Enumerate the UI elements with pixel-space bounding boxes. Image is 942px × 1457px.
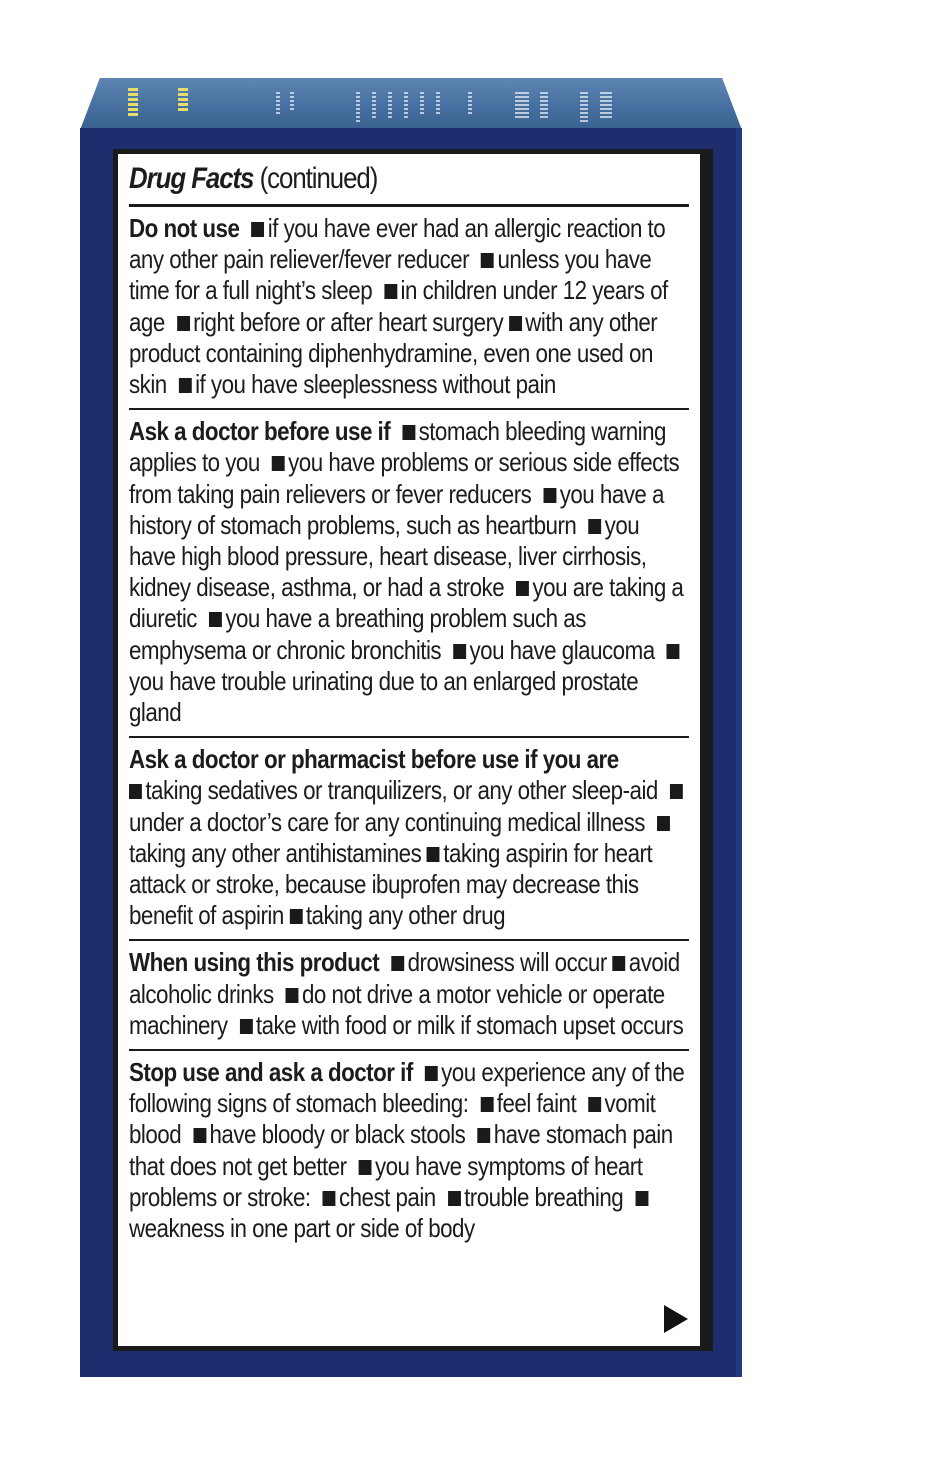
section-item: taking aspirin for heart attack or stroke, because ibuprofen may decrease this benefit of aspirin: [129, 837, 653, 931]
bullet-square-icon: [179, 378, 192, 393]
section-item: you have a breathing problem such as emphysema or chronic bronchitis: [129, 603, 586, 665]
section-item: take with food or milk if stomach upset occurs: [255, 1009, 684, 1040]
bullet-square-icon: [384, 284, 397, 299]
section-item: you have trouble urinating due to an enlarged prostate gland: [129, 665, 639, 728]
section-divider: [129, 1049, 689, 1051]
bullet-square-icon: [427, 847, 440, 862]
section-heading: Stop use and ask a doctor if: [129, 1057, 413, 1088]
bullet-square-icon: [323, 1191, 336, 1206]
bullet-square-icon: [391, 956, 404, 971]
section-item: vomit blood: [129, 1088, 656, 1150]
top-flap-print: [178, 88, 188, 112]
bullet-square-icon: [286, 988, 299, 1003]
bullet-square-icon: [477, 1128, 490, 1143]
section-ask-doctor: [129, 416, 689, 728]
section-item: you have a history of stomach problems, such as heartburn: [129, 478, 664, 540]
section-heading: Ask a doctor or pharmacist before use if you are: [129, 744, 619, 775]
section-item: have stomach pain that does not get better: [129, 1119, 673, 1181]
section-item: you have glaucoma: [469, 634, 655, 665]
bullet-square-icon: [635, 1191, 648, 1206]
bullet-square-icon: [240, 1019, 253, 1034]
section-divider: [129, 736, 689, 738]
section-item: you have high blood pressure, heart disease, liver cirrhosis, kidney disease, asthma, or had a stroke: [129, 509, 647, 603]
section-item: if you have ever had an allergic reaction to any other pain reliever/fever reducer: [129, 213, 666, 275]
section-item: trouble breathing: [464, 1181, 624, 1212]
section-item: chest pain: [338, 1181, 436, 1212]
bullet-square-icon: [177, 316, 190, 331]
section-item: taking sedatives or tranquilizers, or any other sleep-aid: [145, 775, 658, 806]
section-heading: Do not use: [129, 213, 240, 243]
top-flap-print: [356, 92, 360, 122]
top-flap-print: [404, 92, 408, 118]
section-item: under a doctor’s care for any continuing medical illness: [129, 806, 645, 837]
bullet-square-icon: [612, 956, 625, 971]
section-item: have bloody or black stools: [209, 1119, 466, 1150]
bullet-square-icon: [129, 784, 142, 799]
top-flap-print: [128, 88, 138, 118]
section-stop-use: [129, 1057, 689, 1244]
bullet-square-icon: [480, 1097, 493, 1112]
section-item: you are taking a diuretic: [129, 572, 684, 634]
section-do-not-use: [129, 213, 689, 400]
drug-facts-content: [129, 158, 689, 1244]
bullet-square-icon: [359, 1160, 372, 1175]
section-item: weakness in one part or side of body: [129, 1213, 475, 1244]
bullet-square-icon: [657, 816, 670, 831]
title-rule: [129, 204, 689, 207]
drug-facts-title-rest: (continued): [253, 162, 378, 195]
top-flap-print: [276, 92, 280, 116]
section-item: you experience any of the following signs of stomach bleeding:: [129, 1057, 685, 1119]
drug-facts-title: [129, 158, 611, 200]
top-flap-print: [372, 92, 376, 120]
bullet-square-icon: [251, 222, 264, 237]
bullet-square-icon: [670, 784, 683, 799]
top-flap-print: [468, 92, 472, 114]
bullet-square-icon: [289, 909, 302, 924]
section-item: with any other product containing diphenhydramine, even one used on skin: [129, 306, 658, 400]
section-item: if you have sleeplessness without pain: [195, 369, 556, 400]
section-item: do not drive a motor vehicle or operate machinery: [129, 978, 665, 1040]
bullet-square-icon: [448, 1191, 461, 1206]
top-flap-print: [436, 92, 440, 114]
bullet-square-icon: [667, 644, 680, 659]
bullet-square-icon: [402, 425, 415, 440]
section-item: drowsiness will occur: [407, 947, 607, 978]
top-flap-print: [540, 92, 548, 120]
bullet-square-icon: [543, 488, 556, 503]
section-item: in children under 12 years of age: [129, 275, 668, 337]
section-ask-doctor-pharmacist: [129, 744, 689, 931]
section-item: you have problems or serious side effects from taking pain relievers or fever reducers: [129, 447, 680, 509]
section-divider: [129, 408, 689, 410]
triangle-right-icon: [664, 1305, 688, 1333]
top-flap-print: [580, 92, 588, 122]
section-item: right before or after heart surgery: [193, 306, 504, 337]
bullet-square-icon: [588, 519, 601, 534]
top-flap-print: [290, 92, 294, 112]
section-when-using: [129, 947, 689, 1041]
bullet-square-icon: [481, 253, 494, 268]
drug-facts-title-bold: Drug Facts: [129, 162, 254, 195]
section-item: feel faint: [496, 1088, 577, 1119]
bullet-square-icon: [209, 612, 222, 627]
section-item: avoid alcoholic drinks: [129, 947, 680, 1009]
section-item: unless you have time for a full night’s sleep: [129, 244, 652, 306]
bullet-square-icon: [193, 1128, 206, 1143]
section-divider: [129, 939, 689, 941]
bullet-square-icon: [425, 1066, 438, 1081]
top-flap-print: [600, 92, 612, 118]
top-flap-print: [420, 92, 424, 116]
bullet-square-icon: [588, 1097, 601, 1112]
section-item: stomach bleeding warning applies to you: [129, 416, 666, 478]
section-item: taking any other antihistamines: [129, 837, 422, 868]
section-item: taking any other drug: [305, 900, 506, 931]
section-item: you have symptoms of heart problems or stroke:: [129, 1150, 643, 1212]
top-flap-print: [515, 92, 529, 120]
bullet-square-icon: [272, 456, 285, 471]
bullet-square-icon: [453, 644, 466, 659]
bullet-square-icon: [516, 581, 529, 596]
bullet-square-icon: [509, 316, 522, 331]
section-heading: When using this product: [129, 947, 380, 978]
top-flap-print: [388, 92, 392, 118]
section-heading: Ask a doctor before use if: [129, 416, 391, 447]
